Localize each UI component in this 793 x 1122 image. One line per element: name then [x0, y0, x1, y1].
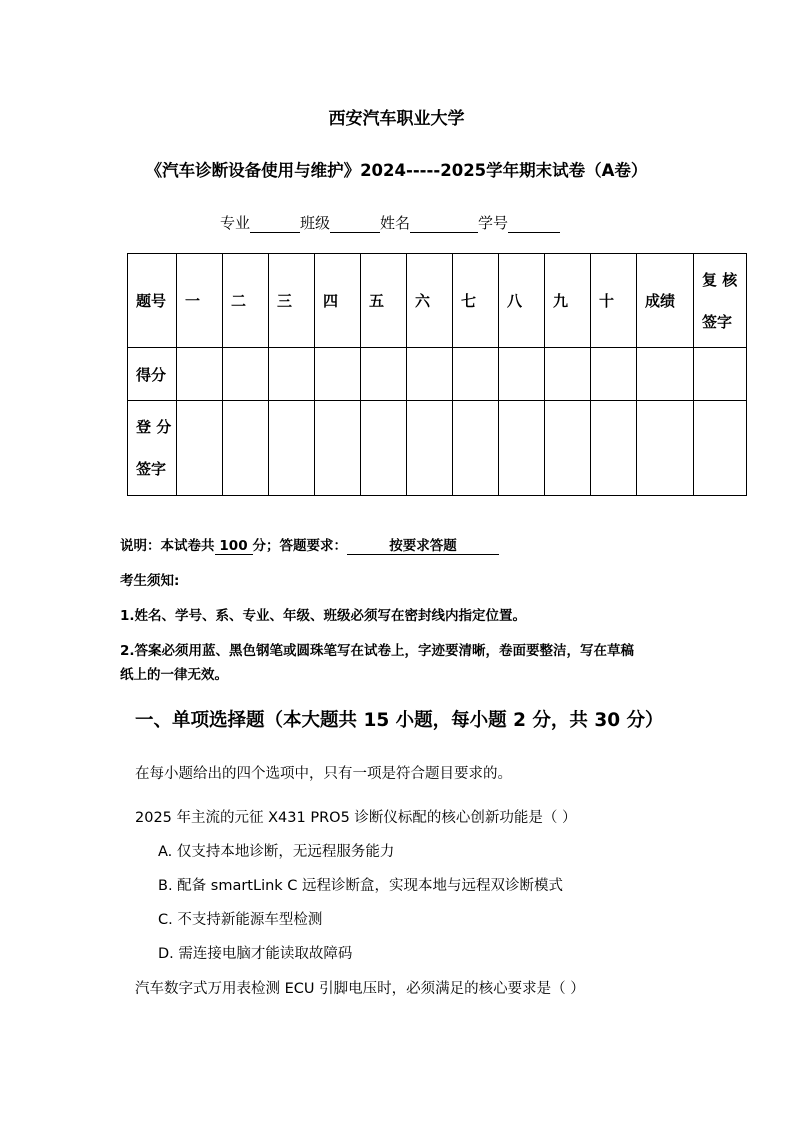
score-table — [127, 253, 747, 496]
col-total-score: 成绩 — [637, 254, 694, 348]
signature-cell[interactable] — [453, 401, 499, 496]
signature-cell[interactable] — [499, 401, 545, 496]
section-instruction: 在每小题给出的四个选项中，只有一项是符合题目要求的。 — [135, 766, 512, 782]
question-2: 汽车数字式万用表检测 ECU 引脚电压时，必须满足的核心要求是（ ） — [135, 981, 585, 997]
score-cell[interactable] — [315, 348, 361, 401]
score-cell[interactable] — [361, 348, 407, 401]
score-cell[interactable] — [591, 348, 637, 401]
col-5: 五 — [361, 254, 407, 348]
name-label: 姓名 — [380, 214, 411, 232]
header-score: 得分 — [128, 348, 177, 401]
major-blank[interactable] — [250, 216, 300, 233]
header-question-number: 题号 — [128, 254, 177, 348]
score-cell[interactable] — [407, 348, 453, 401]
score-cell[interactable] — [545, 348, 591, 401]
score-cell[interactable] — [453, 348, 499, 401]
score-cell[interactable] — [694, 348, 747, 401]
section-heading: 一、单项选择题（本大题共 15 小题，每小题 2 分，共 30 分） — [135, 710, 664, 731]
student-id-blank[interactable] — [508, 216, 560, 233]
score-cell[interactable] — [499, 348, 545, 401]
answer-requirement: 按要求答题 — [347, 534, 499, 555]
col-7: 七 — [453, 254, 499, 348]
notice-rule-2-line-1: 2.答案必须用蓝、黑色钢笔或圆珠笔写在试卷上，字迹要清晰，卷面要整洁，写在草稿 — [120, 643, 635, 659]
notice-title: 考生须知: — [120, 573, 180, 589]
col-3: 三 — [269, 254, 315, 348]
recorder-label-line2: 签字 — [136, 460, 167, 478]
signature-cell[interactable] — [361, 401, 407, 496]
signature-cell[interactable] — [315, 401, 361, 496]
signature-cell[interactable] — [694, 401, 747, 496]
signature-cell[interactable] — [223, 401, 269, 496]
class-blank[interactable] — [330, 216, 380, 233]
question-1-option-d[interactable]: D. 需连接电脑才能读取故障码 — [158, 946, 353, 962]
question-1-option-b[interactable]: B. 配备 smartLink C 远程诊断盒，实现本地与远程双诊断模式 — [158, 878, 564, 894]
exam-title: 《汽车诊断设备使用与维护》2024-----2025学年期末试卷（A卷） — [145, 161, 648, 180]
signature-cell[interactable] — [545, 401, 591, 496]
signature-cell[interactable] — [591, 401, 637, 496]
table-row-signatures — [128, 401, 747, 496]
school-name: 西安汽车职业大学 — [328, 109, 465, 129]
signature-cell[interactable] — [177, 401, 223, 496]
header-recorder-signature — [128, 401, 177, 496]
signature-cell[interactable] — [637, 401, 694, 496]
exam-explanation — [120, 534, 499, 555]
recorder-label-line1: 登 分 — [136, 418, 172, 436]
col-2: 二 — [223, 254, 269, 348]
explain-prefix: 说明：本试卷共 — [120, 538, 215, 554]
notice-rule-2-line-2: 纸上的一律无效。 — [120, 667, 228, 683]
question-1-option-c[interactable]: C. 不支持新能源车型检测 — [158, 912, 323, 928]
col-8: 八 — [499, 254, 545, 348]
name-blank[interactable] — [410, 216, 478, 233]
major-label: 专业 — [220, 214, 251, 232]
question-1: 2025 年主流的元征 X431 PRO5 诊断仪标配的核心创新功能是（ ） — [135, 810, 577, 826]
table-row-question-numbers — [128, 254, 747, 348]
col-10: 十 — [591, 254, 637, 348]
review-label-line2: 签字 — [702, 312, 733, 331]
score-cell[interactable] — [269, 348, 315, 401]
signature-cell[interactable] — [407, 401, 453, 496]
col-review-signature — [694, 254, 747, 348]
col-4: 四 — [315, 254, 361, 348]
review-label-line1: 复 核 — [702, 270, 738, 289]
notice-rule-1: 1.姓名、学号、系、专业、年级、班级必须写在密封线内指定位置。 — [120, 608, 527, 624]
student-id-label: 学号 — [478, 214, 509, 232]
student-info-line — [220, 212, 560, 233]
explain-mid: 分；答题要求： — [252, 538, 347, 554]
table-row-scores — [128, 348, 747, 401]
score-cell[interactable] — [223, 348, 269, 401]
score-cell[interactable] — [637, 348, 694, 401]
col-6: 六 — [407, 254, 453, 348]
signature-cell[interactable] — [269, 401, 315, 496]
question-1-option-a[interactable]: A. 仅支持本地诊断，无远程服务能力 — [158, 844, 395, 860]
col-1: 一 — [177, 254, 223, 348]
score-cell[interactable] — [177, 348, 223, 401]
col-9: 九 — [545, 254, 591, 348]
class-label: 班级 — [300, 214, 331, 232]
total-score-value: 100 — [215, 538, 253, 555]
